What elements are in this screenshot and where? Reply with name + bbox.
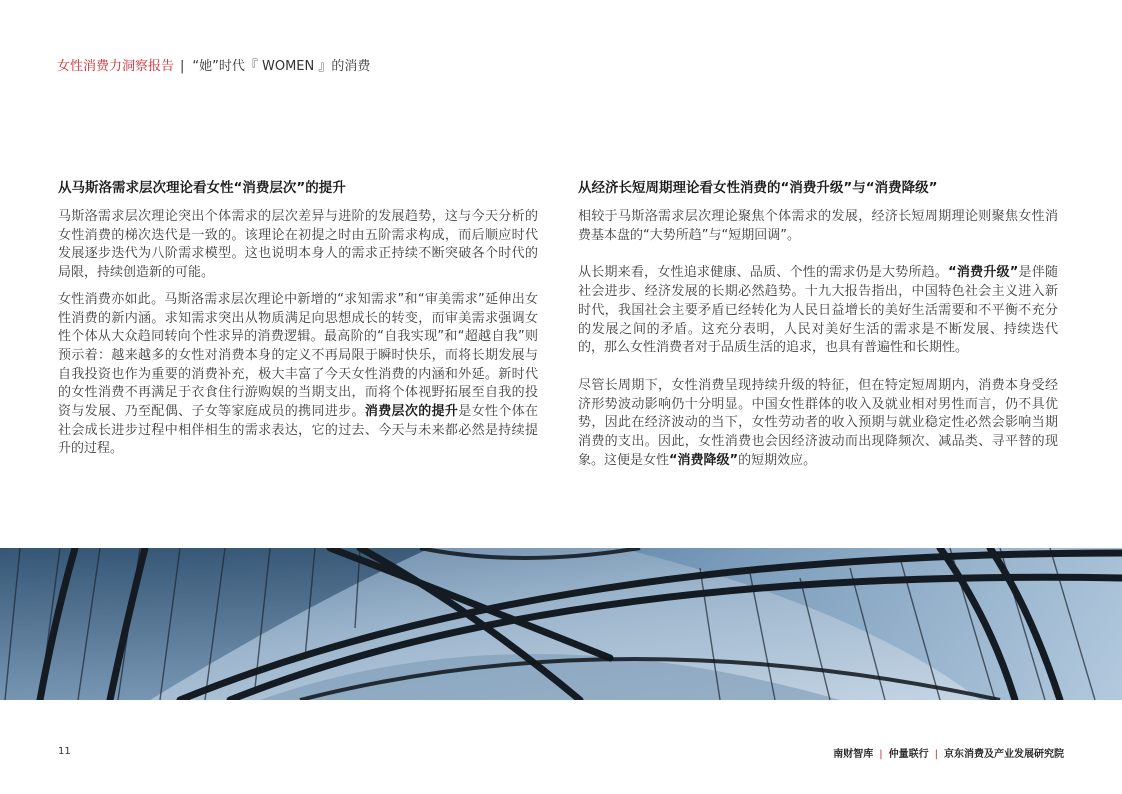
page-number: 11 [58,746,71,757]
right-p2-text-b: 是伴随社会进步、经济发展的长期必然趋势。十九大报告指出，中国特色社会主义进入新时代，我国社会主要矛盾已经转化为人民日益增长的美好生活需要和不平衡不充分的发展之间的矛盾。这充分表明，人民对美好生活的需求是不断发展、持续迭代的，那么女性消费者对于品质生活的追求，也具有普遍性和长期性。 [578,265,1058,356]
architecture-photo [0,548,1122,700]
right-paragraph-1: 相较于马斯洛需求层次理论聚焦个体需求的发展，经济长短周期理论则聚焦女性消费基本盘的“大势所趋”与“短期回调”。 [578,209,1058,243]
right-p2-text-a: 从长期来看，女性追求健康、品质、个性的需求仍是大势所趋。 [578,265,949,281]
header-separator: | [180,59,185,74]
page-header [57,57,370,77]
left-paragraph-2 [58,291,538,459]
right-column [578,178,1058,470]
right-paragraph-3 [578,377,1058,471]
footer-separator-2: | [934,749,938,760]
footer-organizations [833,745,1064,760]
right-p2-emphasis: “消费升级” [948,265,1019,281]
footer-org-2: 仲量联行 [888,749,929,760]
footer-org-3: 京东消费及产业发展研究院 [944,749,1064,760]
left-paragraph-1: 马斯洛需求层次理论突出个体需求的层次差异与进阶的发展趋势，这与今天分析的女性消费的梯次迭代是一致的。该理论在初提之时由五阶需求构成，而后顺应时代发展逐步迭代为八阶需求模型。这也说明本身人的需求正持续不断突破各个时代的局限，持续创造新的可能。 [58,209,538,281]
right-p3-text-a: 尽管长周期下，女性消费呈现持续升级的特征，但在特定短周期内，消费本身受经济形势波动影响仍十分明显。中国女性群体的收入及就业相对男性而言，仍不具优势，因此在经济波动的当下，女性劳动者的收入预期与就业稳定性必然会影响当期消费的支出。因此，女性消费也会因经济波动而出现降频次、减品类、寻平替的现象。这便是女性 [578,377,1058,468]
left-column [58,178,538,459]
right-p3-text-b: 的短期效应。 [738,452,817,468]
left-p2-emphasis: 消费层次的提升 [364,404,459,420]
left-p2-text-b: 是女性个体在社会成长进步过程中相伴相生的需求表达，它的过去、今天与未来都必然是持续提升的过程。 [58,404,538,457]
left-heading: 从马斯洛需求层次理论看女性“消费层次”的提升 [58,180,346,196]
section-title: “她”时代『 WOMEN 』的消费 [192,59,371,74]
footer-org-1: 南财智库 [833,749,874,760]
report-title: 女性消费力洞察报告 [57,59,175,74]
right-paragraph-2 [578,264,1058,358]
right-p3-emphasis: “消费降级” [669,452,739,468]
left-p2-text-a: 女性消费亦如此。马斯洛需求层次理论中新增的“求知需求”和“审美需求”延伸出女性消费的新内涵。求知需求突出从物质满足向思想成长的转变，而审美需求强调女性个体从大众趋同转向个性求异的消费逻辑。最高阶的“自我实现”和“超越自我”则预示着：越来越多的女性对消费本身的定义不再局限于瞬时快乐，而将长期发展与自我投资也作为重要的消费补充，极大丰富了今天女性消费的内涵和外延。新时代的女性消费不再满足于衣食住行游购娱的当期支出，而将个体视野拓展至自我的投资与发展、乃至配偶、子女等家庭成员的携同进步。 [58,291,538,420]
footer-separator-1: | [879,749,883,760]
right-heading: 从经济长短周期理论看女性消费的“消费升级”与“消费降级” [578,180,938,196]
